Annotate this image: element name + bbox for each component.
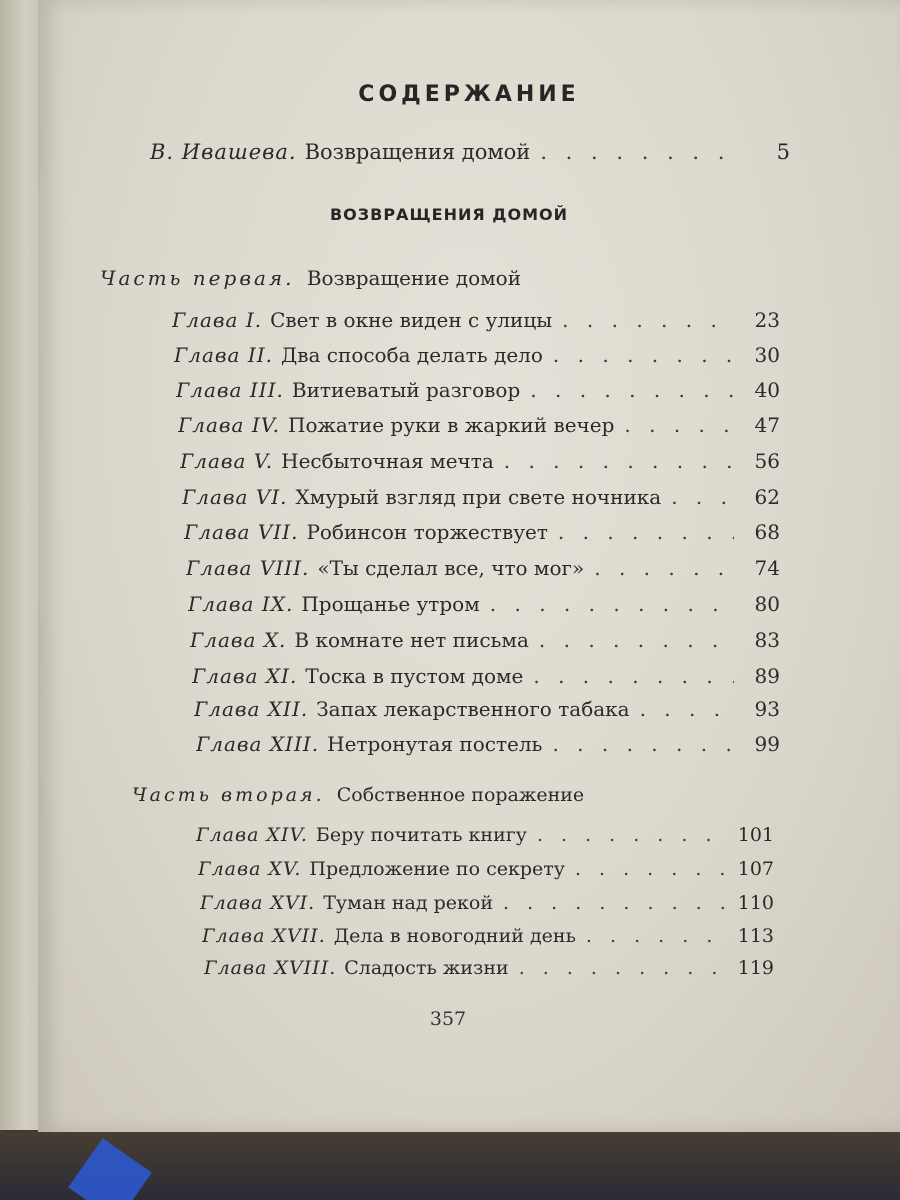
chapter-page: 40	[754, 378, 780, 402]
leader-dots	[624, 413, 734, 437]
chapter-page: 93	[754, 697, 780, 721]
page-title: СОДЕРЖАНИЕ	[358, 82, 580, 107]
chapter-label: Глава VII.	[184, 520, 299, 544]
chapter-label: Глава IX.	[188, 592, 294, 616]
toc-entry	[184, 520, 780, 544]
leader-dots	[540, 140, 744, 164]
chapter-page: 56	[754, 449, 780, 473]
toc-entry	[200, 892, 774, 914]
chapter-label: Глава VI.	[182, 485, 288, 509]
chapter-title: Робинсон торжествует	[306, 520, 548, 544]
toc-entry	[202, 925, 774, 947]
chapter-label: Глава XIV.	[196, 824, 308, 846]
chapter-page: 110	[737, 892, 774, 914]
chapter-page: 68	[754, 520, 780, 544]
toc-entry	[196, 824, 774, 846]
chapter-title: Предложение по секрету	[309, 858, 565, 880]
chapter-title: Сладость жизни	[344, 957, 509, 979]
chapter-title: «Ты сделал все, что мог»	[317, 556, 585, 580]
toc-entry-intro	[150, 140, 790, 164]
chapter-label: Глава XVIII.	[204, 957, 337, 979]
chapter-title: Витиеватый разговор	[291, 378, 521, 402]
chapter-title: Хмурый взгляд при свете ночника	[295, 485, 662, 509]
toc-entry	[174, 343, 780, 367]
toc-entry-title: Возвращения домой	[304, 140, 531, 164]
toc-entry-author: В. Ивашева.	[150, 140, 297, 164]
toc-entry	[198, 858, 774, 880]
chapter-title: Два способа делать дело	[280, 343, 543, 367]
chapter-page: 80	[754, 592, 780, 616]
toc-entry	[204, 957, 774, 979]
chapter-page: 101	[737, 824, 774, 846]
part-heading-1	[100, 266, 521, 290]
chapter-page: 47	[754, 413, 780, 437]
chapter-label: Глава I.	[172, 308, 263, 332]
chapter-title: Тоска в пустом доме	[305, 664, 524, 688]
chapter-label: Глава XI.	[192, 664, 298, 688]
leader-dots	[504, 449, 734, 473]
toc-entry	[186, 556, 780, 580]
chapter-label: Глава XVI.	[200, 892, 316, 914]
chapter-page: 107	[737, 858, 774, 880]
leader-dots	[537, 824, 728, 846]
leader-dots	[586, 925, 728, 947]
chapter-title: Прощанье утром	[301, 592, 480, 616]
toc-entry	[178, 413, 780, 437]
toc-entry	[176, 378, 780, 402]
part-title: Возвращение домой	[306, 266, 522, 290]
toc-entry	[182, 485, 780, 509]
part-label: Часть вторая.	[132, 784, 325, 806]
chapter-page: 113	[737, 925, 774, 947]
leader-dots	[575, 858, 728, 880]
chapter-label: Глава III.	[176, 378, 284, 402]
leader-dots	[539, 628, 734, 652]
leader-dots	[490, 592, 734, 616]
chapter-label: Глава X.	[190, 628, 287, 652]
part-label: Часть первая.	[100, 266, 295, 290]
chapter-label: Глава XV.	[198, 858, 302, 880]
page-number: 357	[429, 1008, 467, 1030]
part-heading-2	[132, 784, 584, 806]
section-heading: ВОЗВРАЩЕНИЯ ДОМОЙ	[329, 205, 569, 224]
chapter-page: 119	[737, 957, 774, 979]
chapter-title: Дела в новогодний день	[333, 925, 576, 947]
toc-entry	[180, 449, 780, 473]
leader-dots	[503, 892, 728, 914]
toc-entry	[190, 628, 780, 652]
part-title: Собственное поражение	[336, 784, 585, 806]
chapter-title: Нетронутая постель	[327, 732, 543, 756]
chapter-label: Глава XIII.	[196, 732, 320, 756]
chapter-title: Свет в окне виден с улицы	[270, 308, 553, 332]
toc-entry	[192, 664, 780, 688]
chapter-page: 62	[754, 485, 780, 509]
chapter-title: Пожатие руки в жаркий вечер	[288, 413, 615, 437]
toc-entry	[172, 308, 780, 332]
toc-entry	[194, 697, 780, 721]
chapter-label: Глава II.	[174, 343, 273, 367]
chapter-title: Беру почитать книгу	[315, 824, 527, 846]
leader-dots	[553, 343, 734, 367]
chapter-title: Запах лекарственного табака	[316, 697, 630, 721]
toc-entry-page: 5	[776, 140, 790, 164]
chapter-page: 30	[754, 343, 780, 367]
leader-dots	[671, 485, 734, 509]
chapter-label: Глава IV.	[178, 413, 281, 437]
leader-dots	[562, 308, 734, 332]
chapter-label: Глава VIII.	[186, 556, 310, 580]
leader-dots	[519, 957, 728, 979]
leader-dots	[533, 664, 734, 688]
chapter-title: В комнате нет письма	[294, 628, 529, 652]
chapter-label: Глава V.	[180, 449, 274, 473]
toc-entry	[188, 592, 780, 616]
book-page	[38, 0, 900, 1132]
leader-dots	[594, 556, 734, 580]
chapter-title: Несбыточная мечта	[281, 449, 494, 473]
leader-dots	[640, 697, 734, 721]
leader-dots	[558, 520, 734, 544]
chapter-page: 89	[754, 664, 780, 688]
chapter-label: Глава XII.	[194, 697, 309, 721]
chapter-title: Туман над рекой	[323, 892, 494, 914]
chapter-page: 99	[754, 732, 780, 756]
chapter-label: Глава XVII.	[202, 925, 326, 947]
chapter-page: 23	[754, 308, 780, 332]
toc-entry	[196, 732, 780, 756]
leader-dots	[530, 378, 734, 402]
leader-dots	[552, 732, 734, 756]
chapter-page: 83	[754, 628, 780, 652]
chapter-page: 74	[754, 556, 780, 580]
